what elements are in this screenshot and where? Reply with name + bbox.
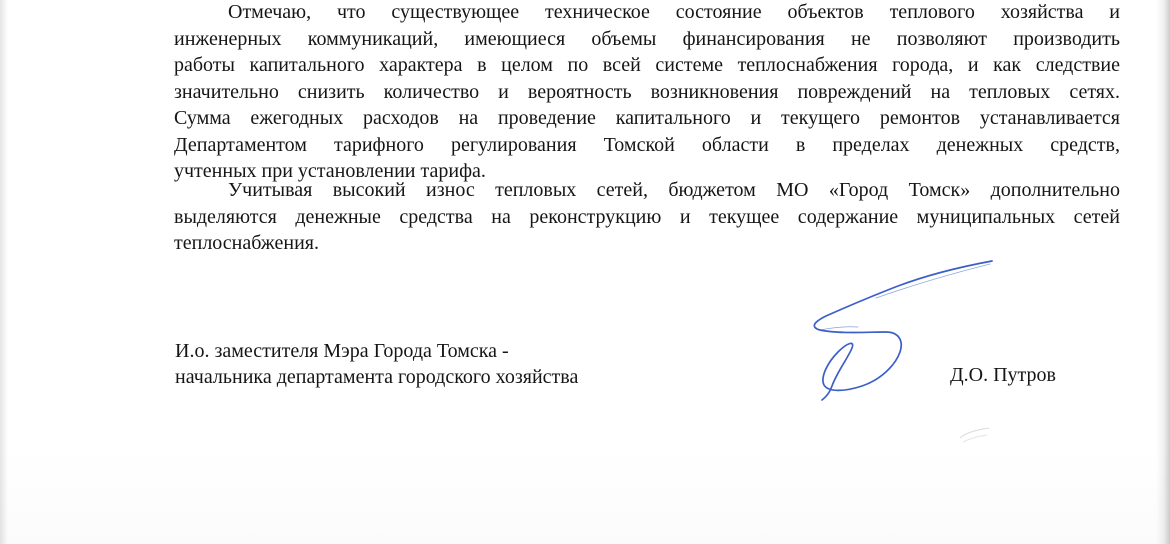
page-edge-shadow bbox=[1156, 0, 1170, 544]
paragraph-1 bbox=[174, 0, 1120, 185]
signatory-position-line-1: И.о. заместителя Мэра Города Томска - bbox=[175, 340, 509, 362]
paragraph-line: Департаментом тарифного регулирования Томской области в пределах денежных средств, bbox=[174, 133, 1120, 156]
signature-block bbox=[175, 338, 578, 390]
faint-stamp-mark-icon bbox=[955, 418, 995, 448]
signatory-position-line-2: начальника департамента городского хозяйства bbox=[175, 366, 579, 388]
signatory-name: Д.О. Путров bbox=[950, 364, 1056, 386]
paragraph-line: выделяются денежные средства на реконструкцию и текущее содержание муниципальных сетей bbox=[174, 205, 1120, 228]
page-edge-shadow-left bbox=[0, 0, 8, 544]
paragraph-line: Сумма ежегодных расходов на проведение капитального и текущего ремонтов устанавливается bbox=[174, 107, 1120, 129]
paragraph-line: инженерных коммуникаций, имеющиеся объемы финансирования не позволяют производить bbox=[174, 27, 1120, 50]
paragraph-2 bbox=[174, 177, 1120, 257]
paragraph-line: значительно снизить количество и вероятность возникновения повреждений на тепловых сетях. bbox=[174, 80, 1120, 103]
paragraph-line: Отмечаю, что существующее техническое состояние объектов теплового хозяйства и bbox=[228, 1, 1120, 23]
paragraph-line: учтенных при установлении тарифа. bbox=[174, 160, 486, 182]
paragraph-line: Учитывая высокий износ тепловых сетей, бюджетом МО «Город Томск» дополнительно bbox=[228, 179, 1120, 201]
paragraph-line: теплоснабжения. bbox=[174, 232, 319, 254]
paragraph-line: работы капитального характера в целом по всей системе теплоснабжения города, и как следствие bbox=[174, 54, 1120, 76]
